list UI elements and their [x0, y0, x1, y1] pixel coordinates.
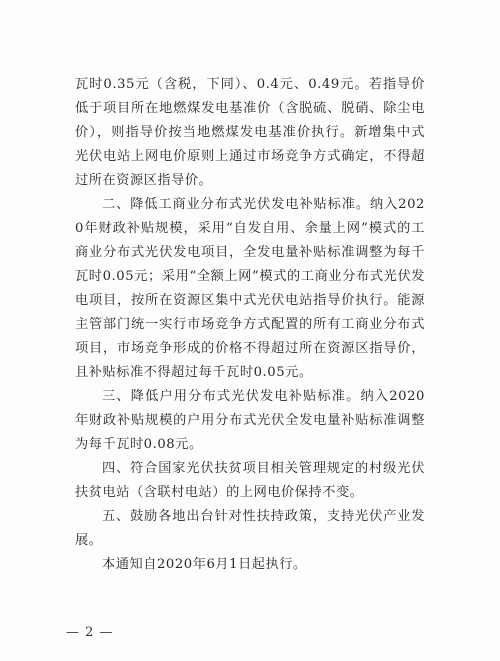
paragraph-poverty-alleviation: 四、符合国家光伏扶贫项目相关管理规定的村级光伏扶贫电站（含联村电站）的上网电价保持不变。	[75, 461, 425, 500]
paragraph-local-support: 五、鼓励各地出台针对性扶持政策，支持光伏产业发展。	[75, 509, 425, 548]
paragraph-commercial-subsidy: 二、降低工商业分布式光伏发电补贴标准。纳入2020年财政补贴规模，采用“自发自用、余量上网”模式的工商业分布式光伏发电项目，全发电量补贴标准调整为每千瓦时0.05元；采用“全额上网”模式的工商业分布式光伏发电项目，按所在资源区集中式光伏电站指导价执行。能源主管部门统一实行市场竞争方式配置的所有工商业分布式项目，市场竞争形成的价格不得超过所在资源区指导价，且补贴标准不得超过每千瓦时0.05元。	[75, 197, 425, 380]
paragraph-continuation: 瓦时0.35元（含税，下同）、0.4元、0.49元。若指导价低于项目所在地燃煤发电基准价（含脱硫、脱硝、除尘电价），则指导价按当地燃煤发电基准价执行。新增集中式光伏电站上网电价原则上通过市场竞争方式确定，不得超过所在资源区指导价。	[75, 77, 425, 188]
page-number: — 2 —	[66, 625, 114, 640]
paragraph-household-subsidy: 三、降低户用分布式光伏发电补贴标准。纳入2020年财政补贴规模的户用分布式光伏全发电量补贴标准调整为每千瓦时0.08元。	[75, 389, 425, 452]
paragraph-effective-date: 本通知自2020年6月1日起执行。	[102, 557, 307, 572]
document-body	[75, 73, 425, 577]
